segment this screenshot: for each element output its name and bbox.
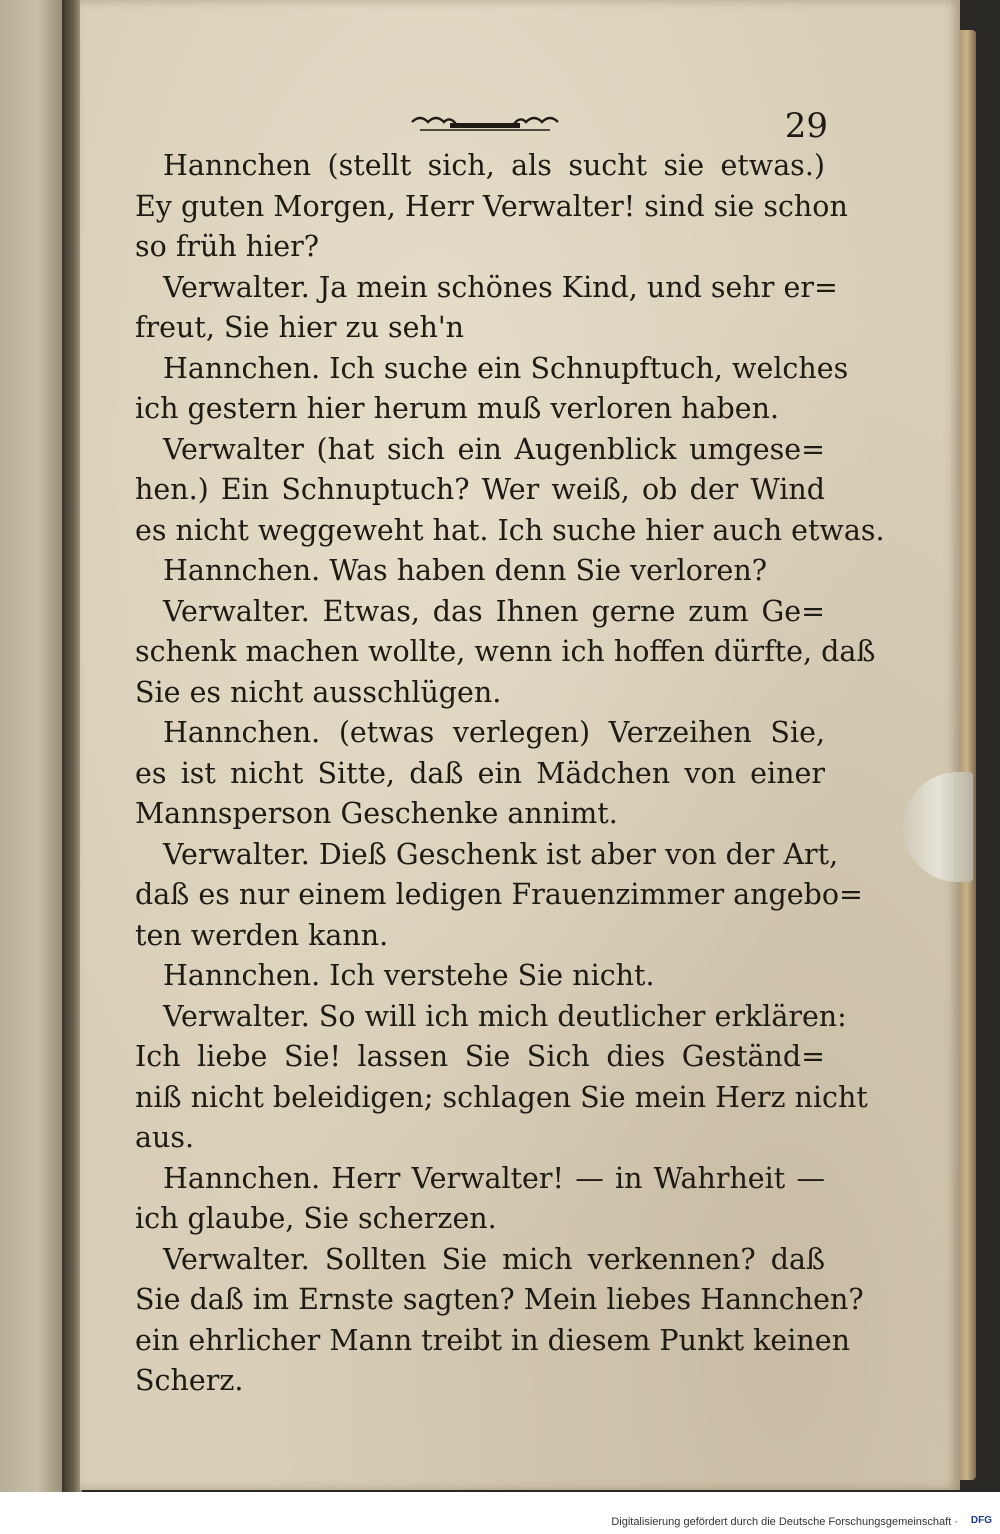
- text-line: Verwalter (hat sich ein Augenblick umgese=: [163, 432, 825, 466]
- text-line: ich gestern hier herum muß verloren haben.: [135, 392, 780, 425]
- text-line: ich glaube, Sie scherzen.: [135, 1202, 497, 1235]
- text-line: Hannchen. Ich suche ein Schnupftuch, welches: [163, 351, 849, 385]
- footer-credit: Digitalisierung gefördert durch die Deutsche Forschungsgemeinschaft ·: [611, 1516, 958, 1528]
- page-stack-edge: [958, 30, 976, 1480]
- text-line: freut, Sie hier zu seh'n: [135, 311, 465, 344]
- text-line: Sie es nicht ausschlügen.: [135, 675, 502, 709]
- ornament-rule-icon: [410, 112, 560, 134]
- text-line: Verwalter. Ja mein schönes Kind, und sehr er=: [163, 270, 838, 304]
- text-line: Ich liebe Sie! lassen Sie Sich dies Geständ=: [135, 1040, 825, 1073]
- text-line: Verwalter. Dieß Geschenk ist aber von der Art,: [163, 837, 839, 871]
- text-line: Hannchen. Was haben denn Sie verloren?: [163, 554, 768, 587]
- text-line: so früh hier?: [135, 230, 320, 263]
- text-line: Scherz.: [135, 1364, 244, 1397]
- text-line: ein ehrlicher Mann treibt in diesem Punkt keinen: [135, 1323, 850, 1357]
- text-line: daß es nur einem ledigen Frauenzimmer angebo=: [135, 878, 863, 911]
- text-line: Sie daß im Ernste sagten? Mein liebes Hannchen?: [135, 1283, 864, 1316]
- text-line: niß nicht beleidigen; schlagen Sie mein Herz nicht: [135, 1080, 868, 1114]
- text-line: Verwalter. Etwas, das Ihnen gerne zum Ge=: [163, 594, 825, 628]
- text-line: Hannchen. Ich verstehe Sie nicht.: [163, 959, 655, 992]
- text-line: Hannchen (stellt sich, als sucht sie etwas.): [163, 149, 825, 182]
- page-text: [135, 146, 885, 1402]
- book-gutter: [62, 0, 82, 1492]
- dfg-logo-icon: DFG: [970, 1515, 992, 1526]
- text-line: Verwalter. So will ich mich deutlicher erklären:: [163, 999, 847, 1033]
- text-line: es nicht weggeweht hat. Ich suche hier auch etwas.: [135, 513, 885, 547]
- text-line: Ey guten Morgen, Herr Verwalter! sind sie schon: [135, 189, 848, 223]
- previous-page-edge: [0, 0, 62, 1492]
- text-line: schenk machen wollte, wenn ich hoffen dürfte, daß: [135, 635, 876, 668]
- text-line: hen.) Ein Schnuptuch? Wer weiß, ob der Wind: [135, 473, 825, 506]
- text-line: es ist nicht Sitte, daß ein Mädchen von einer: [135, 756, 825, 790]
- text-line: ten werden kann.: [135, 918, 389, 952]
- text-line: Verwalter. Sollten Sie mich verkennen? daß: [163, 1242, 825, 1276]
- text-line: aus.: [135, 1121, 195, 1154]
- page-number: 29: [784, 106, 828, 146]
- text-line: Hannchen. Herr Verwalter! — in Wahrheit —: [163, 1161, 825, 1195]
- text-line: Hannchen. (etwas verlegen) Verzeihen Sie,: [163, 716, 825, 749]
- text-line: Mannsperson Geschenke annimt.: [135, 797, 618, 830]
